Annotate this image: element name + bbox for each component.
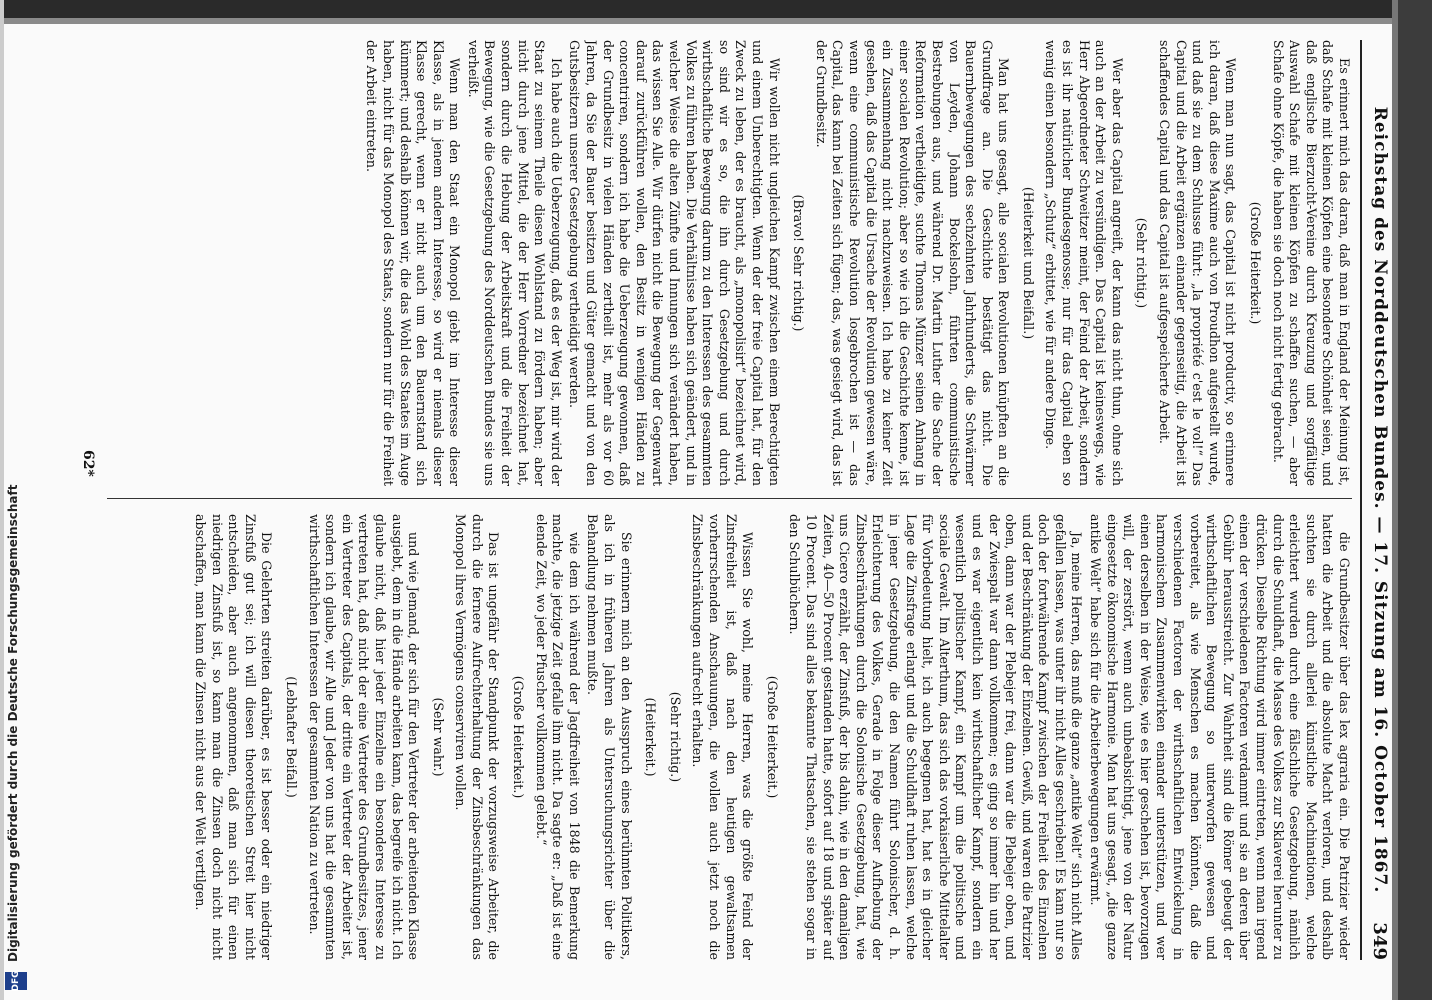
interjection: (Sehr richtig.) xyxy=(1134,217,1150,309)
digitization-notice: Digitalisierung gefördert durch die Deutsche Forschungsgemeinschaft xyxy=(6,484,20,962)
paragraph: wie dem ich während der Jagdfreiheit von 1848 die Bemerkung machte, die jetzige Zeit gefalle ihm nicht. Da sagte er: „Daß ist eine elende Zeit, wo jeder Pfuscher vollkommen gelebt.“ xyxy=(533,514,582,960)
interjection: (Große Heiterkeit.) xyxy=(511,675,527,799)
dfg-logo-icon: DFG xyxy=(5,972,27,990)
interjection: (Heiterkeit und Beifall.) xyxy=(1020,186,1036,340)
page-number: 349 xyxy=(1369,922,1390,960)
paragraph: Die Gelehrten streiten darüber, es ist besser oder ein niedriger Zinsfuß gut sei; ich will diesen theoretischen Streit hier nicht entscheiden, aber auch angenommen, daß man sich für einen niedrigen Zinsfuß ist, so kann man die Zinsen doch nicht nicht abschaffen, man kann die Zinsen nicht aus der Welt vertilgen. xyxy=(193,514,275,960)
paragraph: Wenn man nun sagt, das Capital ist nicht productiv, so erinnere ich daran, daß diese Maxime auch von Proudhon aufgestellt wurde, und daß sie zu dem Schlusse führt: „la propriété c'est le vol!“ Das Capital und die Arbeit ergänzen einander gegenseitig, die Arbeit ist schaffendes Capital und das Capital ist aufgespeicherte Arbeit. xyxy=(1157,40,1239,486)
column-divider xyxy=(107,498,1352,499)
interjection: (Große Heiterkeit.) xyxy=(764,675,780,799)
interjection: (Lebhafter Beifall.) xyxy=(283,676,299,798)
interjection: (Bravo! Sehr richtig.) xyxy=(791,194,807,332)
paragraph: Das ist ungefähr der Standpunkt der vorzugsweise Arbeiter, die durch die fernere Aufrechterhaltung der Zinsbeschränkungen das Monopol ihres Vermögens conserviren wollen. xyxy=(453,514,502,960)
paragraph: Wir wollen nicht ungleichen Kampf zwischen einem Berechtigten und einem Unberechtigten. Wenn der der freie Capital hat, für den Zweck zu leben, der es braucht, als „monopolisirt“ bezeichnet wird, so sind wir es so, die ihn durch Gesetzgebung und durch wirthschaftliche Bewegung darum zu den Interessen des gesammten Volkes zu führen haben. Die Verhältnisse haben sich geändert, und in welcher Weise die alten Zünfte und Innungen sich verändert haben, das wissen Sie Alle. Wir dürfen nicht die Bewegung der Gegenwart darauf zurückführen wollen, den Besitz in wenigen Händen zu concentriren, sondern ich habe die Ueberzeugung gewonnen, daß der Grundbesitz in vielen Händen zertheilt ist, mehr als vor 60 Jahren, da Sie der Bauer besitzen und Güter gemacht und von den Gutsbesitzern unserer Gesetzgebung vertheidigt werden. xyxy=(567,40,782,486)
text-column-right xyxy=(102,40,1352,486)
text-column-left xyxy=(102,514,1352,960)
paragraph: Wer aber das Capital angreift, der kann das nicht thun, ohne sich auch an der Arbeit zu versündigen. Das Capital ist keineswegs, wie Herr Abgeordneter Schweitzer meint, der Feind der Arbeit, sondern es ist ihr natürlicher Bundesgenosse; nur für das Capital eben so wenig einen besondern „Schutz“ erbittet, wie für andere Dinge. xyxy=(1043,40,1125,486)
paragraph: Wenn man den Staat ein Monopol giebt im Interesse dieser Klasse, als in jenem andern Interesse, so wird er niemals dieser Klasse gerecht, wenn er nicht auch um den Bauernstand sich kümmert; und deshalb können wir, die das Wohl des Staates im Auge haben, nicht für das Monopol des Staats, sondern nur für die Freiheit der Arbeit eintreten. xyxy=(364,40,463,486)
paragraph: Ja, meine Herren, das muß die ganze „antike Welt“ sich nicht Alles gefallen lassen, was unter ihr nicht Alles geschrieben! Es kam nur so doch der fortwährende Kampf zwischen der Freiheit des Einzelnen und der Beschränkung der Einzelnen. Gewiß, und waren die Patrizier oben, dann war der Plebejer frei, dann war die Plebejer oben, und der Zwiespalt war dann vollkommen; es ging so immer hin und her und es war eigentlich kein wirthschaftlicher Kampf, sondern ein wesentlich politischer Kampf, ein Kampf um die politische und sociale Gewalt. Im Alterthum, das sich das vorkaiserliche Mittelalter für Vorbedeutung hielt, ich auch begegnen hat, hat es in gleicher Lage die Zinsfrage erlangt und die Schuldhaft ruhen lassen, welche in jener Gesetzgebung, die den Namen führt Solonischer, d. h. Erleichterung des Volkes, Gerade in Folge dieser Aufhebung der Zinsbeschränkungen durch die Solonische Gesetzgebung, hat, wie uns Cicero erzählt, der Zinsfuß, der bis dahin, wie in den damaligen Zeiten, 40—50 Procent gestanden hatte, sofort auf 18 und später auf 10 Procent. Das sind alles bekannte Thatsachen, sie stehen sogar in den Schulbüchern. xyxy=(787,514,1085,960)
header-title: Reichstag des Norddeutschen Bundes. — 17. Sitzung am 16. October 1867. xyxy=(1370,106,1390,894)
interjection: (Sehr richtig.) xyxy=(667,691,683,783)
running-header xyxy=(1360,40,1392,960)
rotated-printed-page xyxy=(60,20,1400,980)
paragraph: Wissen Sie wohl, meine Herren, was die größte Feind der Zinsfreiheit ist, daß nach den heutigen gewaltsamen vorherrschenden Anschauungen, die wollen auch jetzt noch die Zinsbeschränkungen aufrecht erhalten. xyxy=(690,514,756,960)
paragraph: Sie erinnern mich an den Ausspruch eines berühmten Politikers, als ich in früheren Jahren als Untersuchungsrichter über die Behandlung nehmen mußte. xyxy=(585,514,634,960)
interjection: (Heiterkeit.) xyxy=(643,697,659,777)
paragraph: und wie Jemand, der sich für den Vertreter der arbeitenden Klasse ausgiebt, dem in die Hände arbeiten kann, das begreife ich nicht. Ich glaube nicht, daß hier jeder Einzelne ein besonderes Interesse zu vertreten hat, daß nicht der eine Vertreter des Grundbesitzes, jener ein Vertreter des Capitals, der dritte ein Vertreter der Arbeiter ist, sondern ich glaube, wir Alle und Jeder von uns hat die gesammten wirthschaftlichen Interessen der gesammten Nation zu vertreten. xyxy=(306,514,422,960)
interjection: (Große Heiterkeit.) xyxy=(1248,201,1264,325)
digitization-footer xyxy=(4,470,26,998)
signature-mark: 62* xyxy=(80,450,96,477)
scan-right-shadow xyxy=(1398,0,1432,1000)
paragraph: Ich habe auch die Ueberzeugung, daß es der Weg ist, mir wird der Staat zu seinem Theile diesen Wohlstand zu fördern haben; aber nicht durch jene Mittel, die der Herr Vorredner bezeichnet hat, sondern durch die Hebung der Arbeitskraft und die Freiheit der Bewegung, wie die Gesetzgebung des Norddeutschen Bundes sie uns verheißt. xyxy=(465,40,564,486)
scan-top-shadow xyxy=(0,0,1432,18)
paragraph: Man hat uns gesagt, alle socialen Revolutionen knüpften an die Grundfrage an. Die Geschichte bestätigt das nicht. Die Bauernbewegungen des sechzehnten Jahrhunderts, die Schwärmer von Leyden, Johann Bockelsohn, führten communistische Bestrebungen aus, und während Dr. Martin Luther die Sache der Reformation vertheidigte, suchte Thomas Münzer seinen Anhang in einer socialen Revolution; aber so wie ich die Geschichte kenne, ist ein Zusammenhang nicht nachzuweisen. Ich habe zu keiner Zeit gesehen, daß das Capital die Ursache der Revolution gewesen wäre, wenn eine communistische Revolution losgebrochen ist — das Capital, das kann bei Zeiten sich fügen; das, was gesiegt wird, das ist der Grundbesitz. xyxy=(813,40,1012,486)
paragraph: die Grundbesitzer über das lex agraria ein. Die Patrizier wieder hatten die Arbeit und die absolute Macht verloren, und deshalb suchten sie durch allerlei künstliche Machinationen, welche erleichtert wurden durch eine fälschliche Gesetzgebung, nämlich durch die Schuldhaft, die Masse des Volkes zur Sklaverei herunter zu drücken. Dieselbe Richtung wird immer eintreten, wenn man irgend einen der verschiedenen Factoren verdammt und sie an deren über Gebühr herausstreicht. Zur Wahrheit sind die Römer gebeugt der wirthschaftlichen Bewegung so unterworfen gewesen und vorbereitet, als wie Menschen es machen könnten, daß die verschiedenen Factoren der wirthschaftlichen Entwickelung in harmonischem Zusammenwirken einander unterstützen, und wer einen derselben in der Weise, wie es hier geschehen ist, bevorzugen will, der zerstört, wenn auch unbeabsichtigt, jene von der Natur eingesetzte ökonomische Harmonie. Man hat uns gesagt, „die ganze antike Welt“ habe sich für die Arbeiterbewegungen erwärmt. xyxy=(1088,514,1352,960)
paragraph: Es erinnert mich das daran, daß man in England der Meinung ist, daß Schafe mit kleinen Köpfen eine besondere Schönheit seien, und daß englische Bierzucht-Vereine durch Kreuzung und sorgfältige Auswahl Schafe mit kleinen Köpfen zu schaffen suchen, — aber Schafe ohne Köpfe, die haben sie doch noch nicht fertig gebracht. xyxy=(1270,40,1352,486)
interjection: (Sehr wahr.) xyxy=(430,697,446,777)
